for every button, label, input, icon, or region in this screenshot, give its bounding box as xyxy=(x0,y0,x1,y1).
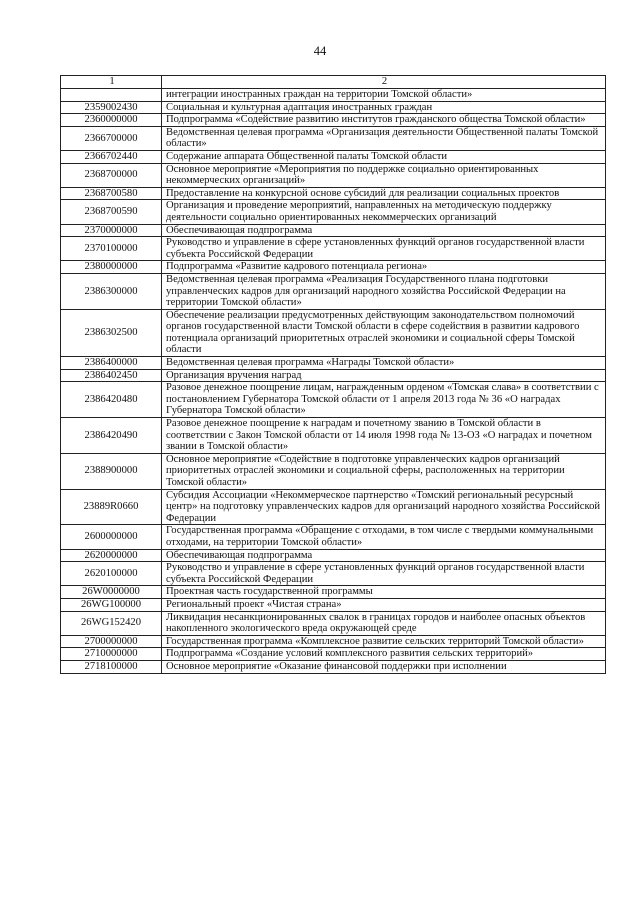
code-cell: 2370000000 xyxy=(61,224,162,237)
code-cell: 2386420480 xyxy=(61,382,162,418)
name-cell: Государственная программа «Комплексное развитие сельских территорий Томской области» xyxy=(162,635,606,648)
table-row xyxy=(61,224,606,237)
code-cell: 2388900000 xyxy=(61,453,162,489)
code-cell: 2386300000 xyxy=(61,273,162,309)
table-row xyxy=(61,357,606,370)
name-cell: Подпрограмма «Содействие развитию институтов гражданского общества Томской области» xyxy=(162,114,606,127)
code-cell: 2360000000 xyxy=(61,114,162,127)
table-body xyxy=(61,76,606,674)
name-cell: Руководство и управление в сфере установленных функций органов государственной власти субъекта Российской Федерации xyxy=(162,562,606,586)
code-cell: 2380000000 xyxy=(61,261,162,274)
table-row xyxy=(61,635,606,648)
name-cell: Проектная часть государственной программы xyxy=(162,586,606,599)
code-cell: 2386302500 xyxy=(61,309,162,356)
table-row xyxy=(61,114,606,127)
code-cell: 23889R0660 xyxy=(61,489,162,525)
code-cell: 26WG100000 xyxy=(61,598,162,611)
table-row xyxy=(61,163,606,187)
table-row xyxy=(61,660,606,673)
table-row xyxy=(61,598,606,611)
code-cell: 2368700000 xyxy=(61,163,162,187)
name-cell: Основное мероприятие «Содействие в подготовке управленческих кадров организаций приоритетных отраслей экономики и социальной сферы, расположенных на территории Томской области» xyxy=(162,453,606,489)
table-row xyxy=(61,150,606,163)
code-cell: 2386400000 xyxy=(61,357,162,370)
name-cell: Обеспечение реализации предусмотренных действующим законодательством полномочий органов государственной власти Томской области в сфере содействия в развитии кадрового потенциала организаций приоритетных отраслей экономики и социальной сферы Томской области xyxy=(162,309,606,356)
budget-code-table xyxy=(60,75,606,674)
code-cell: 2710000000 xyxy=(61,648,162,661)
code-cell: 2718100000 xyxy=(61,660,162,673)
code-cell: 2386420490 xyxy=(61,418,162,454)
table-row xyxy=(61,101,606,114)
name-cell: Разовое денежное поощрение лицам, награжденным орденом «Томская слава» в соответствии с постановлением Губернатора Томской области от 1 апреля 2013 года № 36 «О наградах Губернатора Томской области» xyxy=(162,382,606,418)
name-cell: Обеспечивающая подпрограмма xyxy=(162,224,606,237)
name-cell: Содержание аппарата Общественной палаты Томской области xyxy=(162,150,606,163)
table-row xyxy=(61,549,606,562)
code-cell: 2359002430 xyxy=(61,101,162,114)
table-row xyxy=(61,586,606,599)
code-cell: 2386402450 xyxy=(61,369,162,382)
table-row xyxy=(61,126,606,150)
table-row xyxy=(61,562,606,586)
name-cell: интеграции иностранных граждан на территории Томской области» xyxy=(162,89,606,102)
name-cell: Подпрограмма «Создание условий комплексного развития сельских территорий» xyxy=(162,648,606,661)
code-cell: 2620100000 xyxy=(61,562,162,586)
name-cell: Социальная и культурная адаптация иностранных граждан xyxy=(162,101,606,114)
code-cell: 2620000000 xyxy=(61,549,162,562)
code-cell: 2700000000 xyxy=(61,635,162,648)
code-cell: 26WG152420 xyxy=(61,611,162,635)
code-cell: 2366702440 xyxy=(61,150,162,163)
name-cell: Субсидия Ассоциации «Некоммерческое партнерство «Томский региональный ресурсный центр» на подготовку управленческих кадров для организаций народного хозяйства Российской Федерации xyxy=(162,489,606,525)
name-cell: Ведомственная целевая программа «Организация деятельности Общественной палаты Томской области» xyxy=(162,126,606,150)
name-cell: Региональный проект «Чистая страна» xyxy=(162,598,606,611)
name-cell: Основное мероприятие «Мероприятия по поддержке социально ориентированных некоммерческих организаций» xyxy=(162,163,606,187)
code-cell: 2600000000 xyxy=(61,525,162,549)
name-cell: Предоставление на конкурсной основе субсидий для реализации социальных проектов xyxy=(162,187,606,200)
name-cell: Ведомственная целевая программа «Реализация Государственного плана подготовки управленческих кадров для организаций народного хозяйства Российской Федерации на территории Томской области» xyxy=(162,273,606,309)
name-cell: Организация и проведение мероприятий, направленных на методическую поддержку деятельности социально ориентированных некоммерческих организаций xyxy=(162,200,606,224)
table-row xyxy=(61,187,606,200)
table-row xyxy=(61,369,606,382)
code-cell: 2368700580 xyxy=(61,187,162,200)
code-cell: 2370100000 xyxy=(61,237,162,261)
table-row xyxy=(61,382,606,418)
code-cell: 2368700590 xyxy=(61,200,162,224)
table-row xyxy=(61,273,606,309)
table-row xyxy=(61,453,606,489)
table-row xyxy=(61,261,606,274)
name-cell: Государственная программа «Обращение с отходами, в том числе с твердыми коммунальными отходами, на территории Томской области» xyxy=(162,525,606,549)
code-cell: 2366700000 xyxy=(61,126,162,150)
table-row xyxy=(61,648,606,661)
code-cell xyxy=(61,89,162,102)
table-row xyxy=(61,200,606,224)
name-cell: Ведомственная целевая программа «Награды Томской области» xyxy=(162,357,606,370)
table-row xyxy=(61,611,606,635)
page-number: 44 xyxy=(313,44,327,58)
name-cell: Подпрограмма «Развитие кадрового потенциала региона» xyxy=(162,261,606,274)
name-cell: Организация вручения наград xyxy=(162,369,606,382)
table-row xyxy=(61,418,606,454)
name-cell: Обеспечивающая подпрограмма xyxy=(162,549,606,562)
name-cell: Ликвидация несанкционированных свалок в границах городов и наиболее опасных объектов накопленного экологического вреда окружающей среде xyxy=(162,611,606,635)
name-cell: Руководство и управление в сфере установленных функций органов государственной власти субъекта Российской Федерации xyxy=(162,237,606,261)
table-row xyxy=(61,89,606,102)
header-cell-2: 2 xyxy=(162,76,606,89)
name-cell: Разовое денежное поощрение к наградам и почетному званию в Томской области в соответствии с Закон Томской области от 14 июля 1998 года № 13-ОЗ «О наградах и почетном звании в Томской области» xyxy=(162,418,606,454)
header-cell-1: 1 xyxy=(61,76,162,89)
table-row xyxy=(61,525,606,549)
table-row xyxy=(61,309,606,356)
code-cell: 26W0000000 xyxy=(61,586,162,599)
table-row xyxy=(61,237,606,261)
name-cell: Основное мероприятие «Оказание финансовой поддержки при исполнении xyxy=(162,660,606,673)
table-header-row xyxy=(61,76,606,89)
table-row xyxy=(61,489,606,525)
